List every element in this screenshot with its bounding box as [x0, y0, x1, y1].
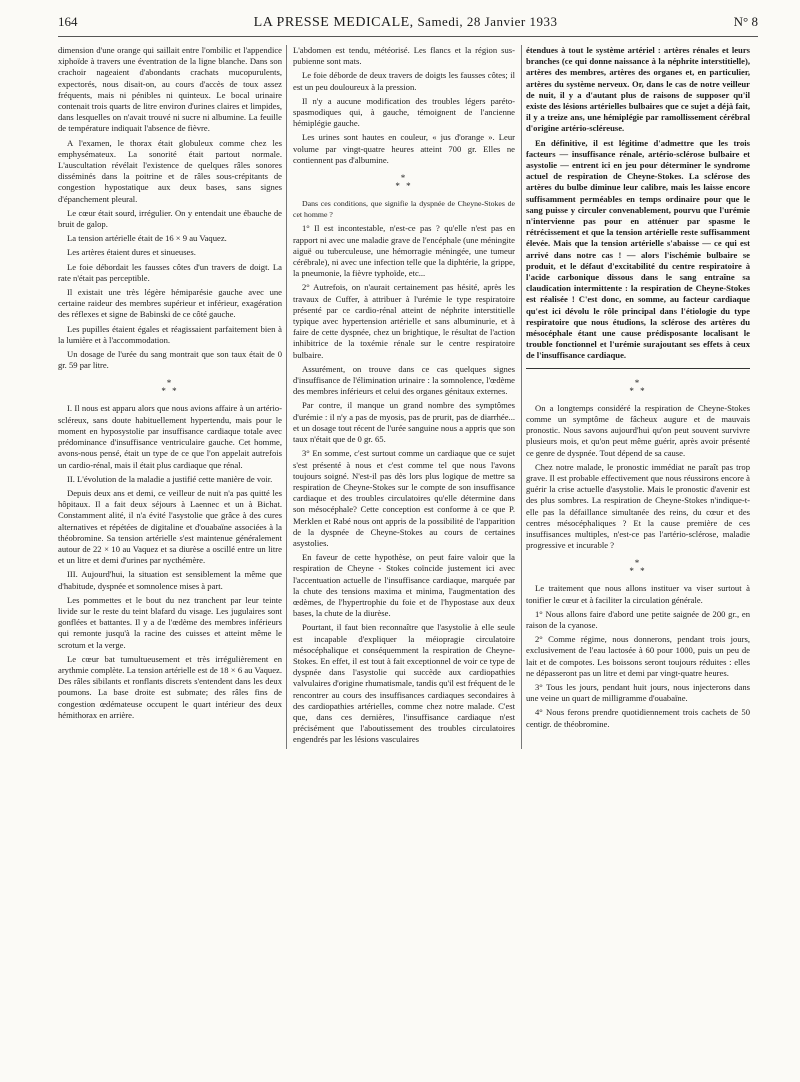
paragraph: A l'examen, le thorax était globuleux comme chez les emphysémateux. La sonorité était partout normale. L'auscultation révélait l'existence de quelques râles sonores disséminés dans la poitrine et de râles sous-crépitants de congestion hypostatique aux deux bases, sans signes d'épanchement pleural.	[58, 137, 282, 204]
column-3	[526, 45, 750, 749]
section-separator-stars: * * *	[395, 173, 413, 192]
divider	[526, 368, 750, 369]
page-header	[58, 14, 758, 37]
paragraph: En faveur de cette hypothèse, on peut faire valoir que la respiration de Cheyne - Stokes coïncide justement ici avec l'accentuation actuelle de l'insuffisance cardiaque, marquée par la chute des tensions maxima et minima, l'augmentation des œdèmes, de l'hypertrophie du foie et de l'hypostase aux deux bases, la chute de la diurèse.	[293, 552, 515, 619]
paragraph: Les pommettes et le bout du nez tranchent par leur teinte livide sur le reste du teint blafard du visage. Les jugulaires sont gonflées et battantes. Il y a de l'œdème des membres inférieurs qui remonte jusqu'à la racine des cuisses et atteint même le scrotum et la verge.	[58, 594, 282, 650]
paragraph: Les urines sont hautes en couleur, « jus d'orange ». Leur volume par vingt-quatre heures atteint 700 gr. Elles ne contiennent pas d'albumine.	[293, 132, 515, 165]
paragraph: Le foie débordait les fausses côtes d'un travers de doigt. La rate n'était pas perceptible.	[58, 261, 282, 283]
journal-name: LA PRESSE MEDICALE,	[253, 15, 414, 30]
issue-date: Samedi, 28 Janvier 1933	[417, 14, 558, 29]
paragraph: 3° Tous les jours, pendant huit jours, nous injecterons dans une veine un quart de milligramme d'ouabaïne.	[526, 681, 750, 704]
column-1	[58, 45, 282, 749]
section-separator-stars: * * *	[629, 558, 647, 577]
paragraph: Assurément, on trouve dans ce cas quelques signes d'insuffisance de l'élimination urinaire : la somnolence, l'œdème des membres inférieurs et celui des organes génitaux externes.	[293, 363, 515, 397]
paragraph: L'abdomen est tendu, météorisé. Les flancs et la région sus-pubienne sont mats.	[293, 45, 515, 67]
paragraph: Dans ces conditions, que signifie la dyspnée de Cheyne-Stokes de cet homme ?	[293, 199, 515, 220]
paragraph: II. L'évolution de la maladie a justifié cette manière de voir.	[67, 473, 273, 484]
column-2	[286, 45, 522, 749]
paragraph: Les pupilles étaient égales et réagissaient parfaitement bien à la lumière et à l'accommodation.	[58, 323, 282, 345]
paragraph: 1° Nous allons faire d'abord une petite saignée de 200 gr., en raison de la cyanose.	[526, 608, 750, 630]
paragraph: dimension d'une orange qui saillait entre l'ombilic et l'appendice xiphoïde à travers une éventration de la ligne blanche. Dans son crachoir nageaient d'abondants crachats mucopurulents, expectorés, nous disait-on, au cours d'accès de toux assez fréquents, mais ni pénibles ni quinteux. Le bocal urinaire contenait trois quarts de litre environ d'urines claires et limpides, dans lesquelles on n'avait trouvé ni sucre ni albumine. La feuille de température indiquait l'absence de fièvre.	[58, 45, 282, 134]
section-separator-stars: * * *	[629, 377, 647, 396]
paragraph: Les artères étaient dures et sinueuses.	[67, 247, 196, 258]
paragraph: La tension artérielle était de 16 × 9 au Vaquez.	[67, 233, 227, 244]
page-number: 164	[58, 14, 78, 29]
paragraph: 4° Nous ferons prendre quotidiennement trois cachets de 50 centigr. de théobromine.	[526, 707, 750, 729]
running-title	[254, 14, 558, 31]
paragraph: 3° En somme, c'est surtout comme un cardiaque que ce sujet s'est présenté à nous et c'est comme tel que nous l'avons toujours soigné. N'est-il pas dès lors plus logique de mettre sa respiration de Cheyne-Stokes sur le compte de son insuffisance cardiaque et des troubles circulatoires qu'elle détermine dans son mésocéphale? Cette conception est conforme à ce que P. Merklen et Rabé nous ont appris de la possibilité de l'apparition de la dyspnée de Cheyne-Stokes au cours de certaines asystolies.	[293, 448, 515, 548]
paragraph: étendues à tout le système artériel : artères rénales et leurs branches (ce qui donne naissance à la néphrite interstitielle), artères des membres, artères des organes et, en particulier, artères du système nerveux. Or, dans le cas de notre veilleur de nuit, il y a d'autant plus de raisons de supposer qu'il existe des lésions artérielles bulbaires que ce sujet a déjà fait, il y a treize ans, une hémiplégie par ramollissement cérébral d'origine artério-scléreuse.	[526, 45, 750, 134]
paragraph: Le cœur était sourd, irrégulier. On y entendait une ébauche de bruit de galop.	[58, 207, 282, 230]
paragraph: En définitive, il est légitime d'admettre que les trois facteurs — insuffisance rénale, artério-sclérose bulbaire et asystolie — entrent ici en jeu pour déterminer le syndrome actuel de respiration de Cheyne-Stokes. La sclérose des artères du bulbe diminue leur calibre, mais les laisse encore suffisamment perméables en temps ordinaire pour que le sang puisse y circuler convenablement, pourvu que l'urémie n'intervienne pas pour en atténuer par spasme le rétrécissement et que la tension artérielle reste suffisamment élevée. Mais que la tension artérielle s'abaisse — ce qui est arrivé dans notre cas ! — alors l'ischémie bulbaire se produit, et le défaut d'excitabilité du centre respiratoire à l'acide carbonique dissous dans le sang entraîne sa claudication intermittente : la respiration de Cheyne-Stokes est réalisée ! C'est donc, en somme, au facteur cardiaque qu'est ici dévolu le rôle principal dans l'étiologie du type respiratoire que nous étudions, la sclérose des artères du mésocéphale étant une cause prédisposante localisant le trouble fonctionnel et l'urémie surajoutant ses effets à ceux de l'insuffisance cardiaque.	[526, 137, 750, 361]
issue-number: N° 8	[733, 14, 758, 29]
paragraph: I. Il nous est apparu alors que nous avions affaire à un artério-scléreux, sans doute habituellement hypertendu, mais pour le moment en hyposystolie par insuffisance cardiaque totale avec prédominance d'insuffisance ventriculaire gauche. Cet homme, avons-nous pensé, était un type de ce que l'on appelait autrefois un cardio-rénal, mais il était plus cardiaque que rénal.	[58, 403, 282, 470]
paragraph: Un dosage de l'urée du sang montrait que son taux était de 0 gr. 59 par litre.	[58, 349, 282, 371]
text-columns	[58, 45, 758, 749]
paragraph: Le cœur bat tumultueusement et très irrégulièrement en arythmie complète. La tension artérielle est de 18 × 6 au Vaquez. Des râles sibilants et ronflants discrets s'entendent dans les deux poumons. La base droite est submate; des râles fins de congestion œdémateuse occupent le quart intérieur des deux hémithorax en arrière.	[58, 653, 282, 720]
paragraph: Il existait une très légère hémiparésie gauche avec une certaine raideur des membres supérieur et inférieur, exagération des réflexes et signe de Babinski de ce côté gauche.	[58, 287, 282, 320]
paragraph: 1° Il est incontestable, n'est-ce pas ? qu'elle n'est pas en rapport ni avec une maladie grave de l'encéphale (une méningite aiguë ou tuberculeuse, une hémorragie méningée, une tumeur cérébrale), ni avec une infection telle que la diphtérie, la grippe, la pneumonie, la fièvre typhoïde, etc...	[293, 223, 515, 279]
paragraph: Pourtant, il faut bien reconnaître que l'asystolie à elle seule est incapable d'expliquer la méiopragie circulatoire mésocéphalique et conséquemment la respiration de Cheyne-Stokes. En effet, il est tout à fait exceptionnel de voir ce type de dyspnée dans l'asystolie qui succède aux cardiopathies valvulaires d'origine rhumatismale, tandis qu'il est fréquent de le rencontrer au cours des insuffisances cardiaques secondaires à des cardiopathies artérielles, comme chez notre malade. C'est que, dans ces dernières, l'insuffisance cardiaque n'est précisément que l'aboutissement des troubles circulatoires engendrés par les lésions vasculaires	[293, 622, 515, 745]
paragraph: Il n'y a aucune modification des troubles légers parétо-spasmodiques qui, à gauche, témoignent de l'ancienne hémiplégie gauche.	[293, 95, 515, 129]
paragraph: 2° Autrefois, on n'aurait certainement pas hésité, après les travaux de Cuffer, à attribuer à l'urémie le type respiratoire présenté par ce cardio-rénal atteint de néphrite interstitielle typique avec hypertension artérielle et sans albuminurie, et à faire de cette dyspnée, chez un brightique, le résultat de l'action inhibitrice de la toxémie rénale sur le centre respiratoire bulbaire.	[293, 282, 515, 360]
paragraph: 2° Comme régime, nous donnerons, pendant trois jours, exclusivement de l'eau lactosée à 60 pour 1000, puis un peu de lait et de compotes. Les boissons seront toujours réduites : elles ne dépasseront pas un litre et demi par vingt-quatre heures.	[526, 634, 750, 678]
paragraph: Le foie déborde de deux travers de doigts les fausses côtes; il est un peu douloureux à la pression.	[293, 70, 515, 92]
paragraph: Le traitement que nous allons instituer va viser surtout à tonifier le cœur et à faciliter la circulation générale.	[526, 583, 750, 605]
paragraph: On a longtemps considéré la respiration de Cheyne-Stokes comme un symptôme de fâcheux augure et de mauvais pronostic. Nous savons aujourd'hui qu'on peut souvent survivre plusieurs mois, et qu'on peut même guérir, après avoir présenté ce genre de dyspnée. Tout dépend de sa cause.	[526, 402, 750, 458]
section-separator-stars: * * *	[161, 378, 179, 397]
paragraph: Chez notre malade, le pronostic immédiat ne paraît pas trop grave. Il est probable effectivement que nous réussirons encore à guérir la crise actuelle d'asystolie. Mais le pronostic d'avenir est des plus sombres. La respiration de Cheyne-Stokes n'indique-t-elle pas la défaillance simultanée des reins, du cœur et des centres mésocéphaliques ? Et la cause première de ces insuffisances multiples, n'est-ce pas l'artério-sclérose, maladie progressive et incurable ?	[526, 461, 750, 551]
paragraph: III. Aujourd'hui, la situation est sensiblement la même que d'habitude, dyspnée et somnolence mises à part.	[58, 569, 282, 591]
paragraph: Par contre, il manque un grand nombre des symptômes d'urémie : il n'y a pas de myosis, pas de prurit, pas de diarrhée... et un dosage tout récent de l'urée sanguine nous a appris que son taux n'était que de 0 gr. 65.	[293, 400, 515, 445]
paragraph: Depuis deux ans et demi, ce veilleur de nuit n'a pas quitté les hôpitaux. Il a fait deux séjours à Laennec et un à Bichat. Constamment alité, il n'a évité l'asystolie que grâce à des cures alternatives et répétées de digitaline et d'ouabaïne associées à la théobromine. Sa tension artérielle s'est maintenue généralement autour de 22 × 10 au Vaquez et sa diurèse a oscillé entre un litre et un litre et demi d'urines par nycthémère.	[58, 487, 282, 566]
